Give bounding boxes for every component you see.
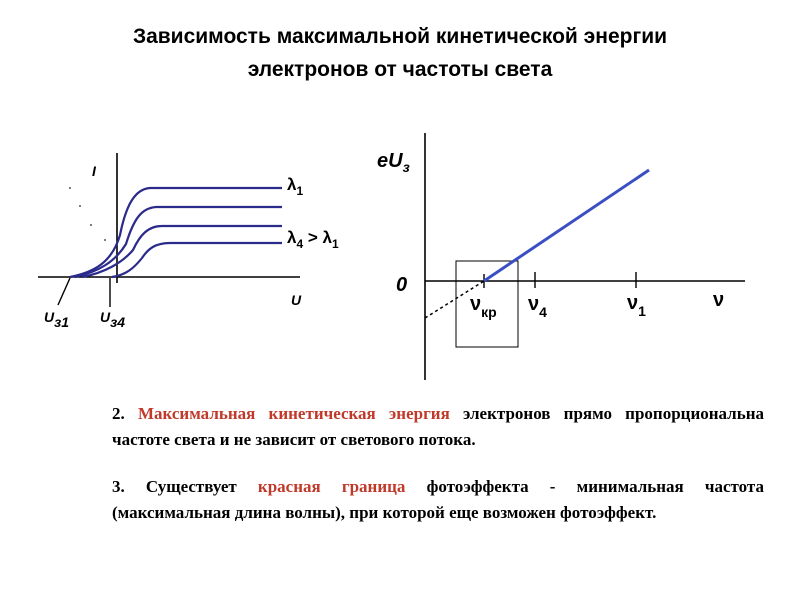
- lambda4-label: $\lambda_4 > \lambda_1$: [287, 228, 339, 251]
- p3-rest: фотоэффекта - минимальная частота (максимальная длина волны), при которой еще возможен фотоэффект.: [112, 477, 764, 522]
- x-axis-label-nu: ν: [713, 289, 725, 311]
- dot-mark: [69, 187, 71, 189]
- right-y-axis-label: $eU_з$: [377, 150, 410, 175]
- title-line-1: Зависимость максимальной кинетической энергии: [132, 25, 668, 48]
- u-z4-label: Uз4: [100, 309, 126, 330]
- paragraph-3: [72, 474, 764, 526]
- dot-mark: [79, 205, 81, 207]
- nu4-label: $\nu_4$: [528, 293, 547, 320]
- p2-highlight: Максимальная кинетическая энергия: [137, 404, 450, 423]
- origin-label: 0: [396, 274, 408, 296]
- lambda1-label: $\lambda_1$: [287, 175, 304, 198]
- paragraph-3-text: [72, 474, 764, 526]
- energy-line: [484, 170, 649, 281]
- p2-rest: электронов прямо пропорциональна частоте света и не зависит от светового потока.: [112, 404, 764, 449]
- dot-mark: [90, 224, 92, 226]
- p2-number: 2.: [112, 404, 138, 423]
- paragraph-2: [72, 401, 764, 453]
- p3-number: 3. Существует: [112, 477, 258, 496]
- left-graph: [38, 153, 339, 330]
- dot-mark: [104, 239, 106, 241]
- u-z1-pointer: [58, 278, 70, 305]
- left-y-axis-label: I: [92, 163, 96, 179]
- p3-highlight: красная граница: [257, 477, 406, 496]
- iv-curve-lambda1: [70, 188, 282, 277]
- title-line-2: электронов от частоты света: [247, 58, 553, 81]
- left-x-axis-label: U: [291, 292, 302, 308]
- nu-kr-label: $\nu_{кр}$: [470, 293, 497, 320]
- nu1-label: $\nu_1$: [627, 292, 646, 319]
- u-z1-label: Uз1: [44, 309, 70, 330]
- iv-curve-lambda4: [112, 243, 282, 277]
- right-graph: [377, 133, 745, 380]
- paragraph-2-text: [72, 401, 764, 453]
